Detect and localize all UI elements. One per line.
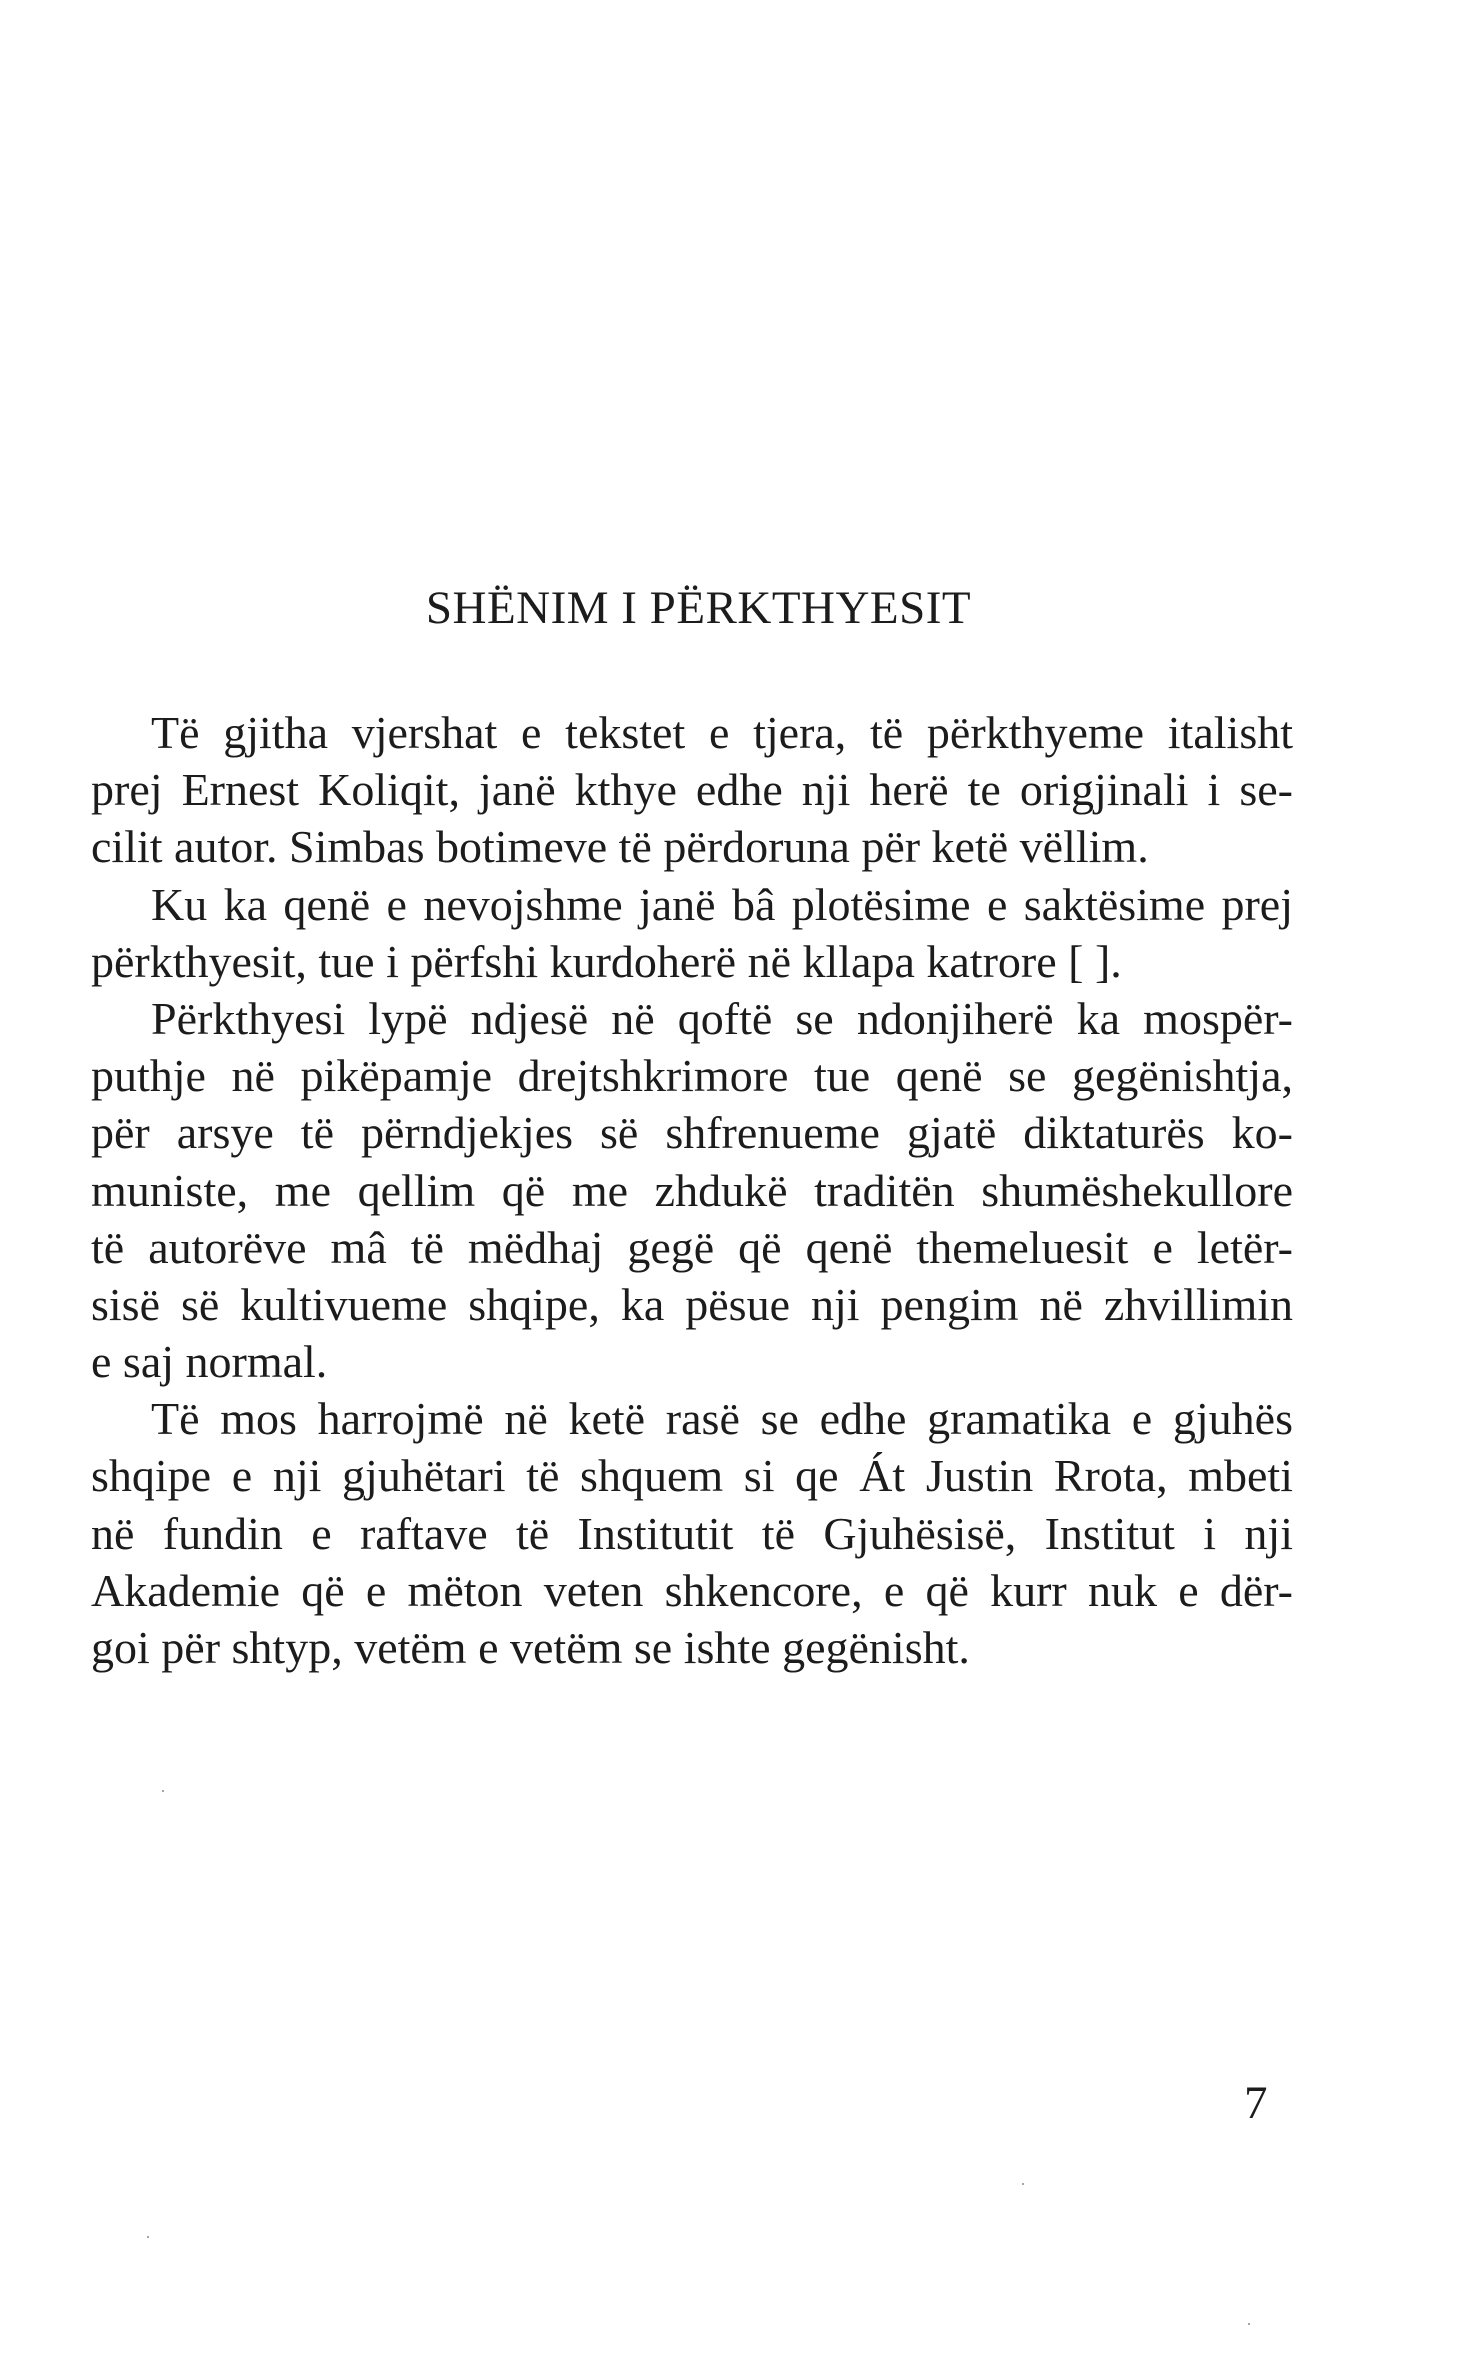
text-line: sisë së kultivueme shqipe, ka pësue nji pengim në zhvillimin: [91, 1278, 1293, 1330]
text-line: e saj normal.: [91, 1336, 328, 1388]
text-line: goi për shtyp, vetëm e vetëm se ishte gegënisht.: [91, 1622, 970, 1673]
text-line: Të gjitha vjershat e tekstet e tjera, të përkthyeme italisht: [151, 707, 1293, 758]
page-number: 7: [1244, 2077, 1268, 2129]
text-line: për arsye të përndjekjes së shfrenueme gjatë diktaturës ko-: [91, 1107, 1293, 1159]
text-line: muniste, me qellim që me zhdukë traditën shumëshekullore: [91, 1164, 1293, 1216]
text-line: përkthyesit, tue i përfshi kurdoherë në kllapa katrore [ ].: [91, 935, 1122, 987]
text-line: puthje në pikëpamje drejtshkrimore tue qenë se gegënishtja,: [91, 1050, 1293, 1102]
text-line: të autorëve mâ të mëdhaj gegë që qenë themeluesit e letër-: [91, 1221, 1293, 1273]
page-title: SHËNIM I PËRKTHYESIT: [425, 582, 972, 634]
text-line: shqipe e nji gjuhëtari të shquem si qe Át Justin Rrota, mbeti: [91, 1450, 1293, 1502]
scan-speck: [162, 1790, 164, 1792]
text-line: prej Ernest Koliqit, janë kthye edhe nji herë te origjinali i se-: [91, 764, 1293, 816]
text-line: Të mos harrojmë në ketë rasë se edhe gramatika e gjuhës: [151, 1393, 1293, 1445]
text-line: në fundin e raftave të Institutit të Gjuhësisë, Institut i nji: [91, 1507, 1293, 1559]
text-line: Akademie që e mëton veten shkencore, e që kurr nuk e dër-: [91, 1564, 1293, 1616]
scan-speck: [147, 2236, 149, 2238]
scan-speck: [1248, 2323, 1250, 2325]
text-line: Përkthyesi lypë ndjesë në qoftë se ndonjiherë ka mospër-: [151, 992, 1293, 1044]
text-line: cilit autor. Simbas botimeve të përdoruna për ketë vëllim.: [91, 821, 1149, 873]
scan-speck: [1022, 2183, 1024, 2185]
body-text: [91, 704, 1293, 1676]
text-line: Ku ka qenë e nevojshme janë bâ plotësime e saktësime prej: [151, 878, 1293, 930]
